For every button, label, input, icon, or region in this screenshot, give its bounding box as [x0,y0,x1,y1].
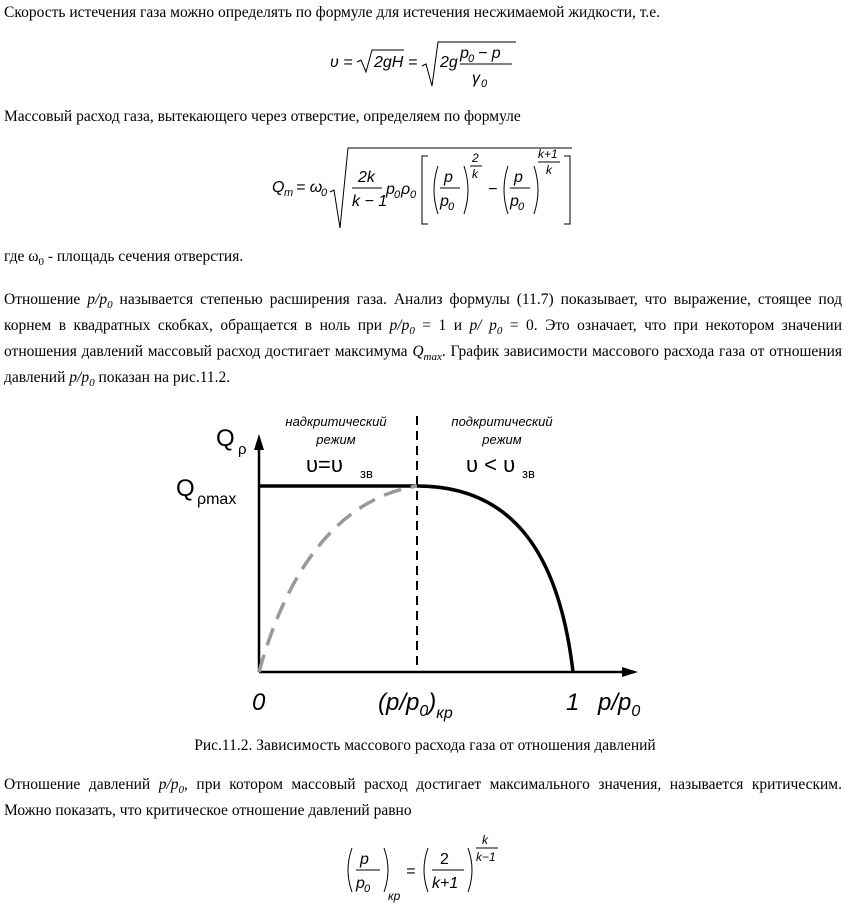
analysis-s1: Отношение [4,291,88,308]
svg-text:k+1: k+1 [538,147,558,161]
ratio-2: p/p [389,317,410,334]
theoretical-curve [259,486,417,672]
figure-caption: Рис.11.2. Зависимость массового расхода газа от отношения давлений [194,737,656,754]
origin-label: 0 [252,689,266,716]
svg-text:p: p [440,193,449,210]
ratio-1-sub: 0 [107,299,113,311]
ratio-4-sub: 0 [89,377,95,389]
critical-label [378,689,453,722]
omega-rest: - площадь сечения отверстия. [43,248,244,265]
critical-ratio-sub: 0 [178,784,185,796]
analysis-s5: . График зависимости массового расхода газа от отношения давлений [4,343,843,386]
svg-text:=: = [406,863,416,880]
svg-text:2g: 2g [440,54,458,71]
qmax-sub: max [423,351,442,363]
qmax-label-sub: ρmax [197,491,237,508]
y-axis-sub: ρ [238,441,247,458]
critical-paragraph [4,772,842,824]
svg-text:кр: кр [388,889,401,903]
svg-text:0: 0 [364,883,371,895]
svg-text:2gH: 2gH [374,54,404,71]
svg-text:Q: Q [272,179,285,196]
critical-label-text: (p/p [378,689,420,716]
intro-text: Скорость истечения газа можно определять по формуле для истечения несжимаемой жидкости, т.е. [4,4,661,21]
svg-text:2: 2 [440,851,449,868]
left-region-line1: надкритический [285,414,387,429]
svg-text:−: − [488,181,498,198]
analysis-s4: = 0. Это означает, что при некотором значении отношения давлений массовый расход достигает максимума [4,317,843,360]
one-label: 1 [566,689,580,716]
svg-text:0: 0 [481,78,488,90]
flow-graph-svg [166,404,666,730]
svg-text:υ =: υ = [330,54,353,71]
svg-text:2k: 2k [358,169,375,186]
svg-text:p: p [356,875,365,892]
y-axis-arrow [254,434,264,450]
svg-text:p: p [386,181,395,198]
analysis-s3: = 1 и [414,317,470,334]
right-condition-sub: зв [522,466,535,481]
critical-ratio-equation [340,834,520,915]
critical-ratio-equation-svg [340,834,520,910]
svg-text:0: 0 [468,53,475,65]
svg-text:2: 2 [472,151,479,165]
subcritical-curve [417,486,573,672]
svg-text:p: p [514,169,523,186]
left-condition-sub: зв [360,466,373,481]
mass-flow-equation-svg [270,144,580,232]
omega-note: где $\omega_0$ - площадь сечения отверстия. [4,248,244,268]
critical-s1: Отношение давлений [4,776,159,793]
svg-text:0: 0 [410,189,417,201]
right-region-line1: подкритический [451,414,553,429]
svg-text:k−1: k−1 [476,850,496,864]
analysis-s6: показан на рис.11.2. [94,369,231,386]
velocity-equation [326,36,526,97]
qmax-symbol: Q [412,343,424,360]
svg-text:γ: γ [472,70,480,87]
critical-s2: , при котором массовый расход достигает максимального значения, называется критическим. Можно показать, что критическое отношение давлений равно [4,776,842,819]
svg-text:=: = [408,54,418,71]
svg-text:0: 0 [394,189,401,201]
svg-text:k: k [472,167,478,181]
x-axis-label-text: p/p [598,689,632,716]
svg-text:ρ: ρ [401,181,411,198]
right-condition: υ < υ [466,452,516,477]
svg-text:p: p [460,45,469,62]
x-axis-arrow [622,667,638,677]
ratio-3: p/ p [469,317,497,334]
analysis-s2: называется степенью расширения газа. Анализ формулы (11.7) показывает, что выражение, стоящее под корнем в квадратных скобках, обращается в ноль при [4,291,842,334]
right-region-line2: режим [482,432,522,447]
mass-flow-intro: Массовый расход газа, вытекающего через отверстие, определяем по формуле [4,108,521,125]
omega-sub: 0 [38,256,44,268]
y-axis-label: Q [216,425,235,452]
svg-text:p: p [444,169,453,186]
svg-text:p: p [360,851,369,868]
x-axis-label [597,689,640,720]
omega-symbol: ω [28,248,39,265]
svg-text:k: k [546,163,552,177]
velocity-equation-svg [326,36,526,92]
ratio-1: p/p [87,291,108,308]
critical-label-close: ) [428,689,437,716]
critical-label-sub: кр [436,705,453,722]
svg-text:− p: − p [478,45,501,62]
svg-text:p: p [510,193,519,210]
qmax-label: Q [176,475,195,502]
figure-11-2 [166,404,666,735]
svg-text:m: m [284,187,294,199]
critical-ratio: p/p [158,776,179,793]
left-condition: υ=υ [306,452,343,477]
left-region-line2: режим [316,432,356,447]
svg-text:0: 0 [321,187,328,199]
ratio-4: p/p [69,369,90,386]
svg-text:k − 1: k − 1 [352,193,388,210]
analysis-paragraph [4,287,842,391]
x-axis-label-sub: 0 [631,703,641,720]
svg-text:= ω: = ω [296,179,323,196]
svg-text:k: k [482,834,488,847]
ratio-2-sub: 0 [409,325,415,337]
svg-text:0: 0 [518,201,525,213]
svg-text:k+1: k+1 [432,875,459,892]
critical-label-sub0: 0 [419,703,429,720]
ratio-3-sub: 0 [496,325,503,337]
svg-text:0: 0 [448,201,455,213]
mass-flow-equation [270,144,580,237]
